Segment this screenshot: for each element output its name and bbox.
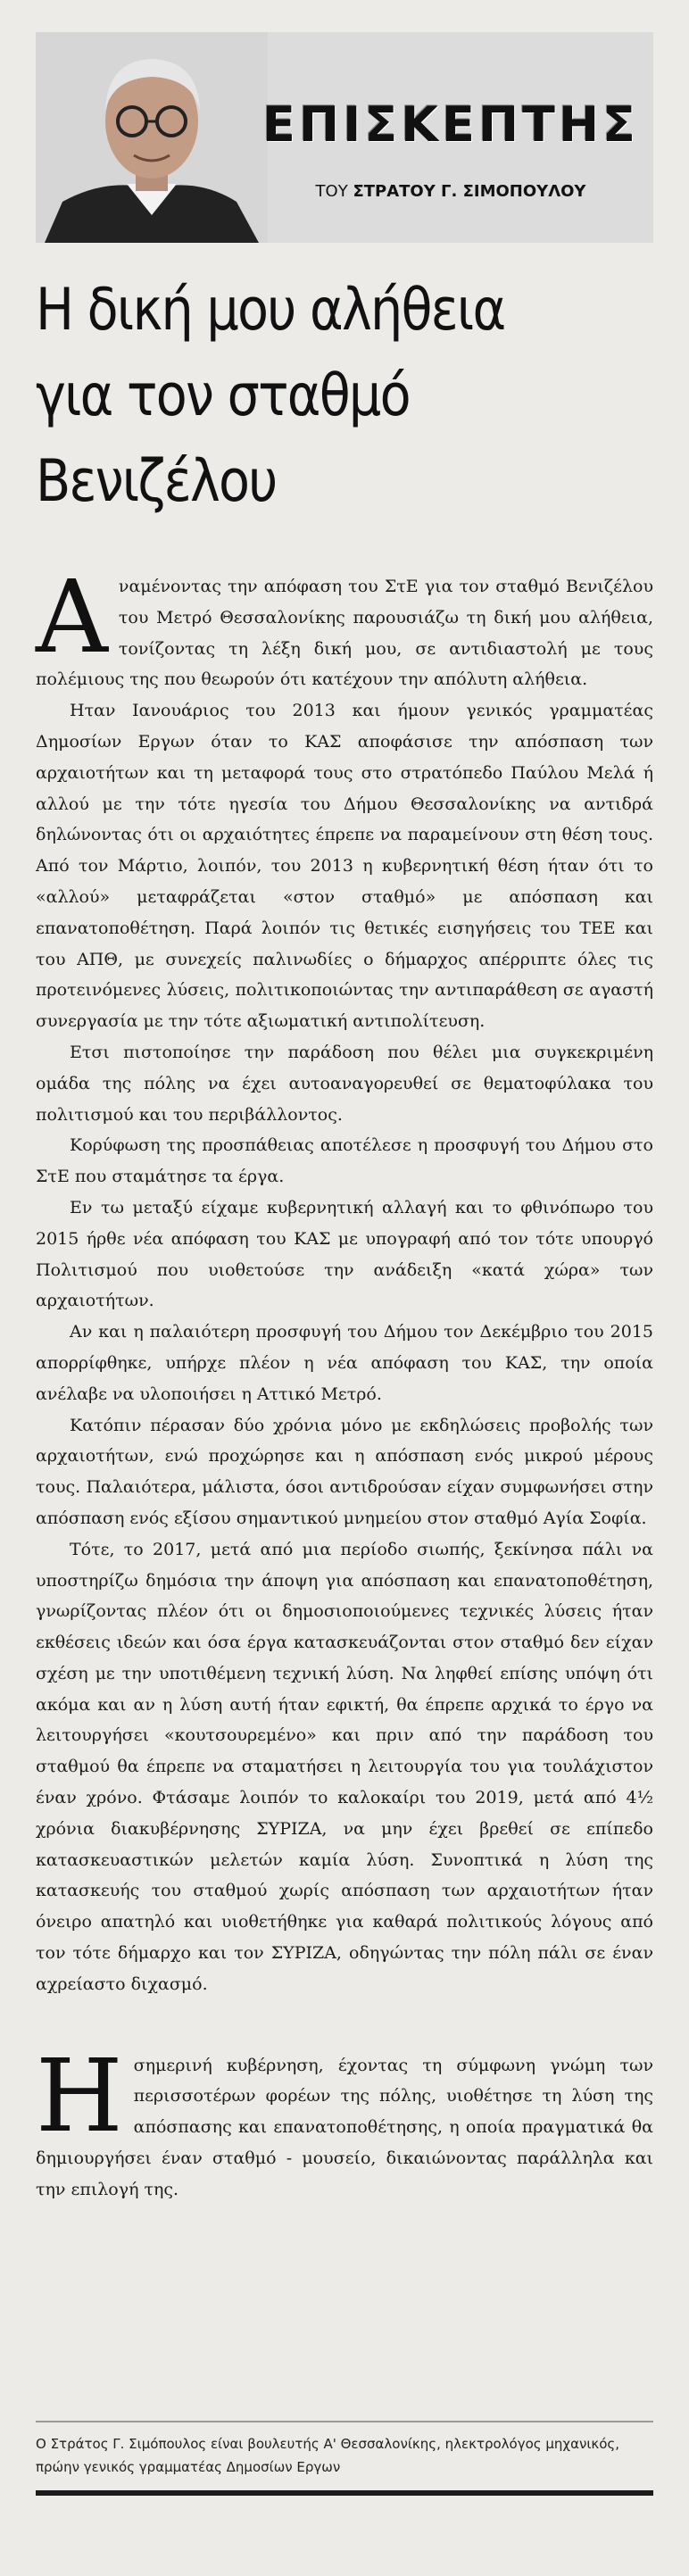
paragraph: Κορύφωση της προσπάθειας αποτέλεσε η προσφυγή του Δήμου στο ΣτΕ που σταμάτησε τα έργα. [36, 1135, 653, 1187]
closing-paragraph [36, 2038, 653, 2206]
column-kicker: ΕΠΙΣΚΕΠΤΗΣ [262, 96, 639, 153]
headline-line: Βενιζέλου [36, 448, 277, 515]
paragraph: Ετσι πιστοποίησε την παράδοση που θέλει μια συγκεκριμένη ομάδα της πόλης να έχει αυτοαναγορευθεί σε θεματοφύλακα του πολιτισμού και του περιβάλλοντος. [36, 1042, 653, 1125]
byline-name: ΣΤΡΑΤΟΥ Γ. ΣΙΜΟΠΟΥΛΟΥ [353, 182, 586, 201]
paragraph: Κατόπιν πέρασαν δύο χρόνια μόνο με εκδηλώσεις προβολής των αρχαιοτήτων, ενώ προχώρησε και η απόσπαση ενός μικρού μέρους τους. Παλαιότερα, μάλιστα, όσοι αντιδρούσαν είχαν συμφωνήσει στην απόσπαση ενός εξίσου σημαντικού μνημείου στον σταθμό Αγία Σοφία. [36, 1415, 653, 1528]
author-portrait [36, 32, 268, 243]
lead-text: ναμένοντας την απόφαση του ΣτΕ για τον σταθμό Βενιζέλου του Μετρό Θεσσαλονίκης παρουσιάζω τη δική μου αλήθεια, τονίζοντας τη λέξη δική μου, σε αντιδιαστολή με τους πολέμιους της που θεωρούν ότι κατέχουν την απόλυτη αλήθεια. [36, 577, 653, 690]
article-body [36, 560, 653, 2206]
section-spacer [36, 2000, 653, 2050]
paragraph: Ηταν Ιανουάριος του 2013 και ήμουν γενικός γραμματέας Δημοσίων Εργων όταν το ΚΑΣ αποφάσισε την απόσπαση των αρχαιοτήτων και τη μεταφορά τους στο στρατόπεδο Παύλου Μελά ή αλλού με την τότε ηγεσία του Δήμου Θεσσαλονίκης να αντιδρά δηλώνοντας ότι οι αρχαιότητες έπρεπε να παραμείνουν στη θέση τους. Από τον Μάρτιο, λοιπόν, του 2013 η κυβερνητική θέση ήταν ότι το «αλλού» μεταφράζεται «στον σταθμό» με απόσπαση και επανατοποθέτηση. Παρά λοιπόν τις θετικές εισηγήσεις του ΤΕΕ και του ΑΠΘ, με συνεχείς παλινωδίες ο δήμαρχος απέρριπτε όλες τις προτεινόμενες λύσεις, πολιτικοποιώντας την αντιπαράθεση σε αγαστή συνεργασία με την τότε αξιωματική αντιπολίτευση. [36, 701, 653, 1032]
lead-paragraph [36, 560, 653, 695]
article-headline [36, 268, 579, 525]
column-header [36, 32, 653, 243]
paragraph: Τότε, το 2017, μετά από μια περίοδο σιωπής, ξεκίνησα πάλι να υποστηρίζω δημόσια την άποψη για απόσπαση και επανατοποθέτηση, γνωρίζοντας πλέον ότι οι δημοσιοποιούμενες τεχνικές λύσεις ήταν εκθέσεις ιδεών και όσα έργα κατασκευάζονται στον σταθμό δεν είχαν σχέση με την υποτιθέμενη τεχνική λύση. Να ληφθεί επίσης υπόψη ότι ακόμα και αν η λύση αυτή ήταν εφικτή, θα έπρεπε αρχικά το έργο να λειτουργήσει «κουτσουρεμένο» και πριν από την παράδοση του σταθμού θα έπρεπε να σταματήσει η λειτουργία του για τουλάχιστον έναν χρόνο. Φτάσαμε λοιπόν το καλοκαίρι του 2019, μετά από 4½ χρόνια διακυβέρνησης ΣΥΡΙΖΑ, να μην έχει βρεθεί σε επίπεδο κατασκευαστικών μελετών καμία λύση. Συνοπτικά η λύση της κατασκευής του σταθμού χωρίς απόσπαση των αρχαιοτήτων ήταν όνειρο απατηλό και υιοθετήθηκε για καθαρά πολιτικούς λόγους από τον τότε δήμαρχο και τον ΣΥΡΙΖΑ, οδηγώντας την πόλη πάλι σε έναν αχρείαστο διχασμό. [36, 1539, 653, 1994]
headline-line: για τον σταθμό [36, 362, 410, 429]
closing-text: σημερινή κυβέρνηση, έχοντας τη σύμφωνη γνώμη των περισσοτέρων φορέων της πόλης, υιοθέτησε τη λύση της απόσπασης και επανατοποθέτησης, η οποία πραγματικά θα δημιουργήσει έναν σταθμό - μουσείο, δικαιώνοντας παράλληλα και την επιλογή της. [36, 2055, 653, 2199]
headline-line: Η δική μου αλήθεια [36, 277, 505, 344]
paragraph: Αν και η παλαιότερη προσφυγή του Δήμου τον Δεκέμβριο του 2015 απορρίφθηκε, υπήρχε πλέον η νέα απόφαση του ΚΑΣ, την οποία ανέλαβε να υλοποιήσει η Αττικό Μετρό. [36, 1322, 653, 1404]
bottom-rule [36, 2490, 653, 2496]
drop-cap: Α [36, 560, 108, 676]
byline-prefix: ΤΟΥ [315, 182, 348, 201]
author-note: Ο Στράτος Γ. Σιμόπουλος είναι βουλευτής Α' Θεσσαλονίκης, ηλεκτρολόγος μηχανικός, πρώην γενικός γραμματέας Δημοσίων Εργων [36, 2436, 620, 2475]
drop-cap: Η [36, 2038, 123, 2155]
note-divider [36, 2421, 653, 2422]
paragraph: Εν τω μεταξύ είχαμε κυβερνητική αλλαγή και το φθινόπωρο του 2015 ήρθε νέα απόφαση του ΚΑΣ με υπογραφή από τον τότε υπουργό Πολιτισμού που υιοθετούσε την ανάδειξη «κατά χώρα» των αρχαιοτήτων. [36, 1197, 653, 1311]
column-byline [259, 182, 643, 201]
